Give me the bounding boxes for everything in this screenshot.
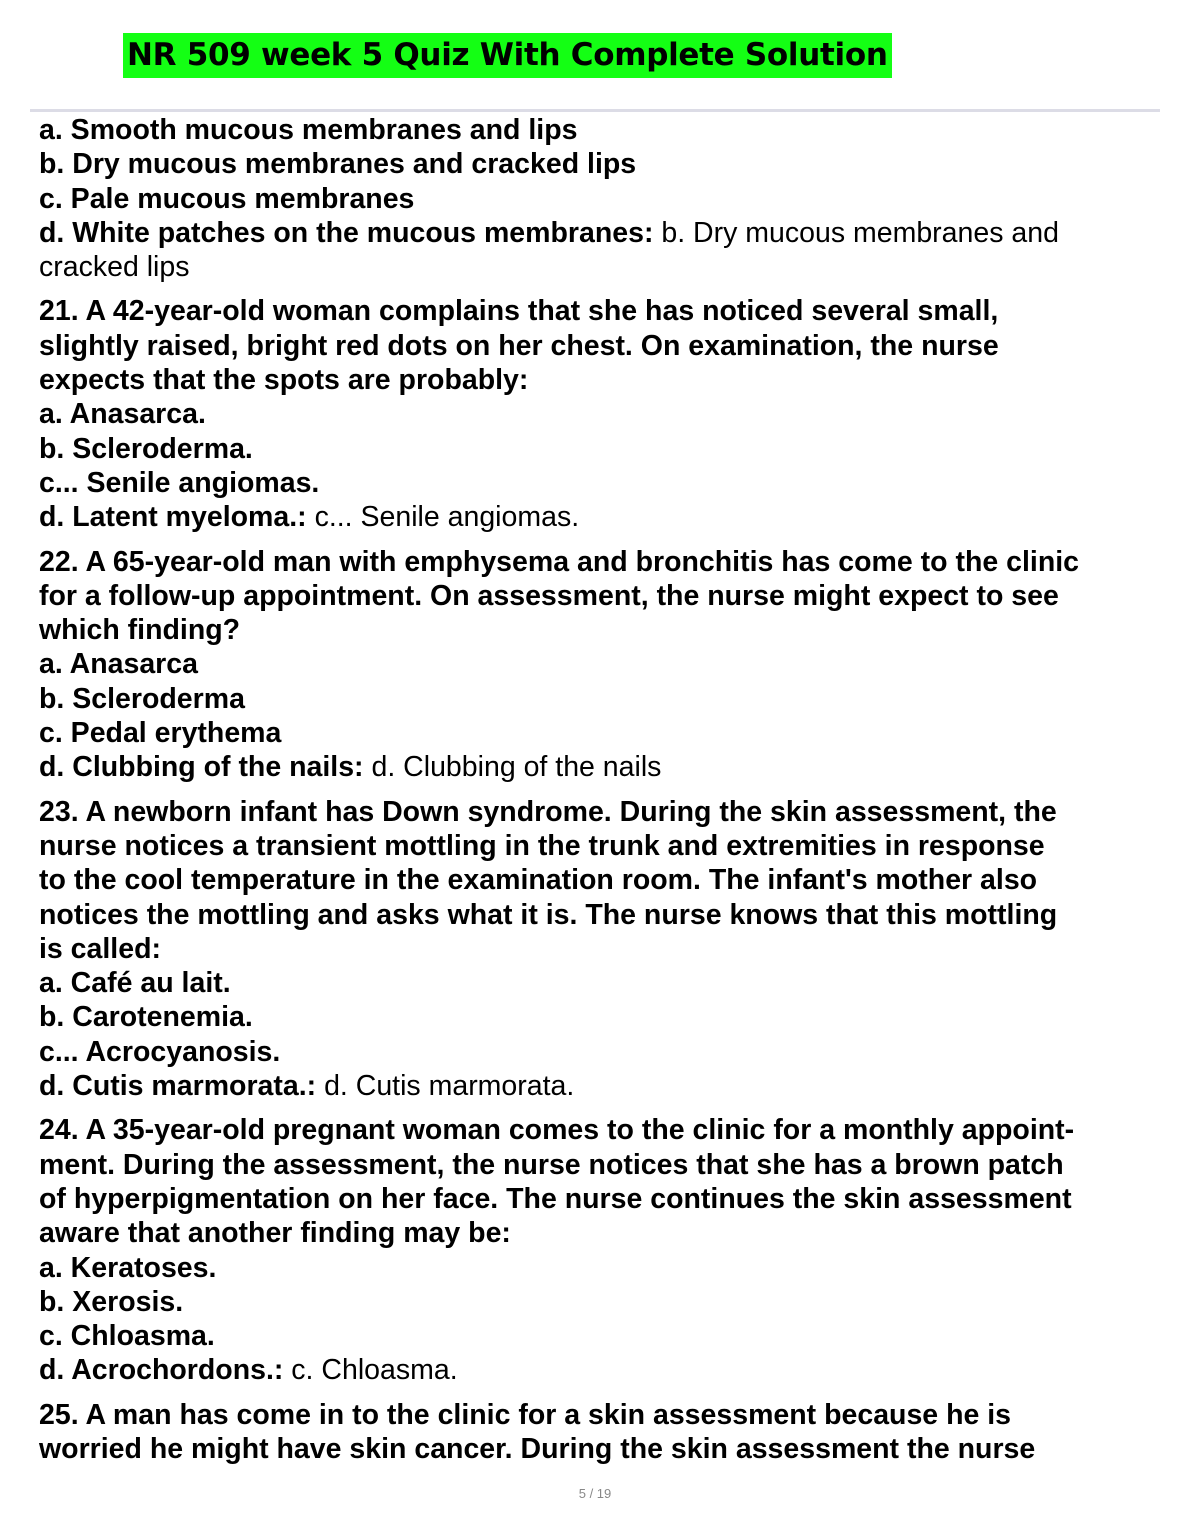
answer-text: c. Chloasma.: [291, 1354, 458, 1387]
option-line: b. Carotenemia.: [39, 1001, 253, 1034]
option-line: a. Smooth mucous membranes and lips: [39, 114, 578, 146]
question-stem-line: nurse notices a transient mottling in the trunk and extremities in response: [39, 829, 1045, 862]
question-block: [39, 294, 1159, 534]
question-stem-line: aware that another finding may be:: [39, 1217, 511, 1250]
question-stem-line: to the cool temperature in the examination room. The infant's mother also: [39, 864, 1038, 897]
last-option: d. Acrochordons.:: [39, 1354, 284, 1387]
answer-text: d. Cutis marmorata.: [324, 1070, 575, 1103]
option-line: a. Keratoses.: [39, 1251, 217, 1284]
question-stem-line: for a follow-up appointment. On assessment, the nurse might expect to see: [39, 579, 1059, 612]
question-stem-line: ment. During the assessment, the nurse notices that she has a brown patch: [39, 1148, 1064, 1181]
quiz-content: [39, 113, 1159, 1476]
question-stem-line: is called:: [39, 932, 161, 965]
last-option: d. Cutis marmorata.:: [39, 1070, 317, 1103]
question-block: [39, 1398, 1159, 1467]
last-option: d. Latent myeloma.:: [39, 501, 307, 534]
question-stem-line: slightly raised, bright red dots on her chest. On examination, the nurse: [39, 329, 999, 362]
question-block: [39, 113, 1159, 284]
option-line: c... Senile angiomas.: [39, 466, 320, 499]
header-divider: [30, 109, 1160, 112]
question-stem-line: 21. A 42-year-old woman complains that she has noticed several small,: [39, 295, 999, 328]
option-line: b. Scleroderma.: [39, 432, 253, 465]
question-stem-line: 25. A man has come in to the clinic for a skin assessment because he is: [39, 1398, 1012, 1431]
answer-text: b. Dry mucous membranes and cracked lips: [39, 216, 1059, 284]
option-line: c. Pedal erythema: [39, 717, 282, 750]
last-option: d. White patches on the mucous membranes:: [39, 216, 654, 249]
question-stem-line: of hyperpigmentation on her face. The nurse continues the skin assessment: [39, 1182, 1072, 1215]
question-stem-line: which finding?: [39, 614, 241, 647]
answer-line: [39, 750, 1159, 784]
option-line: a. Anasarca: [39, 648, 198, 681]
option-line: a. Café au lait.: [39, 967, 231, 1000]
question-stem-line: 22. A 65-year-old man with emphysema and bronchitis has come to the clinic: [39, 545, 1079, 578]
option-line: c. Chloasma.: [39, 1320, 215, 1353]
question-stem-line: worried he might have skin cancer. During the skin assessment the nurse: [39, 1432, 1036, 1465]
answer-line: [39, 216, 1159, 285]
option-line: b. Scleroderma: [39, 682, 245, 715]
question-block: [39, 1113, 1159, 1387]
question-stem-line: 23. A newborn infant has Down syndrome. During the skin assessment, the: [39, 795, 1057, 828]
option-line: b. Xerosis.: [39, 1285, 184, 1318]
last-option: d. Clubbing of the nails:: [39, 751, 364, 784]
option-line: a. Anasarca.: [39, 398, 206, 431]
answer-line: [39, 500, 1159, 534]
option-line: b. Dry mucous membranes and cracked lips: [39, 148, 637, 181]
question-stem-line: notices the mottling and asks what it is. The nurse knows that this mottling: [39, 898, 1058, 931]
document-title: NR 509 week 5 Quiz With Complete Solution: [123, 33, 892, 78]
option-line: c. Pale mucous membranes: [39, 182, 415, 215]
answer-line: [39, 1353, 1159, 1387]
question-stem-line: expects that the spots are probably:: [39, 364, 529, 397]
question-block: [39, 795, 1159, 1104]
answer-text: d. Clubbing of the nails: [371, 751, 662, 784]
question-stem-line: 24. A 35-year-old pregnant woman comes to the clinic for a monthly appoint-: [39, 1114, 1075, 1147]
question-block: [39, 545, 1159, 785]
answer-text: c... Senile angiomas.: [314, 501, 580, 534]
page-number: 5 / 19: [578, 1486, 612, 1501]
option-line: c... Acrocyanosis.: [39, 1035, 281, 1068]
answer-line: [39, 1069, 1159, 1103]
